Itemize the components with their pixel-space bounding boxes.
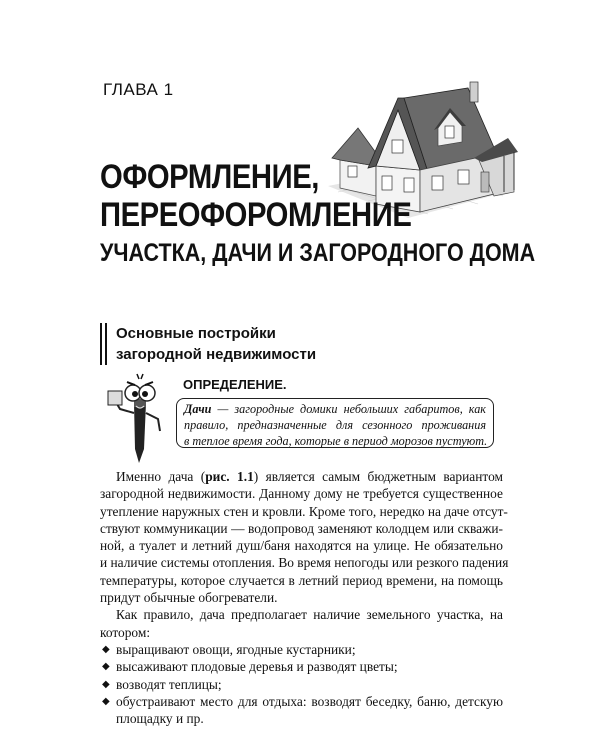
figure-reference: рис. 1.1 bbox=[205, 469, 254, 484]
section-title bbox=[116, 323, 316, 365]
section-bars bbox=[100, 323, 107, 365]
list-item bbox=[100, 641, 503, 658]
definition-label: ОПРЕДЕЛЕНИЕ. bbox=[183, 377, 287, 392]
title-line-3: УЧАСТКА, ДАЧИ И ЗАГОРОДНОГО ДОМА bbox=[100, 239, 536, 267]
section-title-line-1: Основные постройки bbox=[116, 325, 276, 342]
list-item-text: высаживают плодовые деревья и разводят цветы; bbox=[116, 659, 398, 675]
paragraph-1-line: придут обычные обогреватели. bbox=[100, 590, 278, 606]
chapter-label: ГЛАВА 1 bbox=[103, 80, 174, 99]
paragraph-1-lead-rest: ) является самым бюджетным вариантом bbox=[253, 469, 503, 484]
paragraph-1-line: ствуют коммуникации — водопровод заменяют колодцем или скважи- bbox=[100, 520, 503, 536]
pen-mascot-illustration bbox=[106, 373, 168, 465]
list-item bbox=[100, 676, 503, 693]
list-item-text: обустраивают место для отдыха: возводят беседку, баню, детскую площадку и пр. bbox=[116, 693, 503, 727]
paragraph-1-line: и наличие системы отопления. Во время непогоды или резкого падения bbox=[100, 555, 509, 571]
paragraph-1 bbox=[100, 468, 509, 606]
list-item-text: выращивают овощи, ягодные кустарники; bbox=[116, 641, 356, 657]
bullet-icon: ◆ bbox=[102, 695, 110, 707]
section-title-line-2: загородной недвижимости bbox=[116, 346, 317, 363]
title-line-2: ПЕРЕОФОРОМЛЕНИЕ bbox=[100, 196, 412, 234]
list-item bbox=[100, 658, 503, 675]
bullet-icon: ◆ bbox=[102, 661, 110, 673]
paragraph-2-line: Как правило, дача предполагает наличие земельного участка, на bbox=[116, 607, 503, 623]
definition-text-1: — загородные домики небольших габаритов, как bbox=[211, 402, 486, 416]
paragraph-1-line: температуры, которое случается в летний период времени, на помощь bbox=[100, 572, 503, 588]
paragraph-2-line: котором: bbox=[100, 624, 151, 640]
paragraph-1-line: утепление наружных стен и кровли. Кроме того, нередко на даче отсут- bbox=[100, 503, 508, 519]
list-item bbox=[100, 693, 503, 728]
body-text bbox=[100, 468, 509, 727]
title-line-1: ОФОРМЛЕНИЕ, bbox=[100, 158, 319, 196]
bullet-icon: ◆ bbox=[102, 643, 110, 655]
paragraph-1-lead: Именно дача ( bbox=[116, 469, 206, 484]
definition-box bbox=[176, 398, 494, 448]
paragraph-1-line: загородной недвижимости. Данному дому не требуется существенное bbox=[100, 486, 503, 502]
definition-text-2: правило, предназначенные для сезонного проживания bbox=[184, 418, 486, 432]
section-heading bbox=[100, 323, 316, 365]
bullet-icon: ◆ bbox=[102, 678, 110, 690]
paragraph-1-line: ной, а туалет и летний душ/баня находятся на улице. Не обязательно bbox=[100, 538, 503, 554]
definition-term: Дачи bbox=[184, 402, 212, 416]
bullet-list bbox=[100, 641, 503, 727]
definition-text-3: в теплое время года, которые в период морозов пустуют. bbox=[184, 434, 488, 448]
paragraph-2 bbox=[100, 606, 503, 641]
list-item-text: возводят теплицы; bbox=[116, 676, 222, 692]
